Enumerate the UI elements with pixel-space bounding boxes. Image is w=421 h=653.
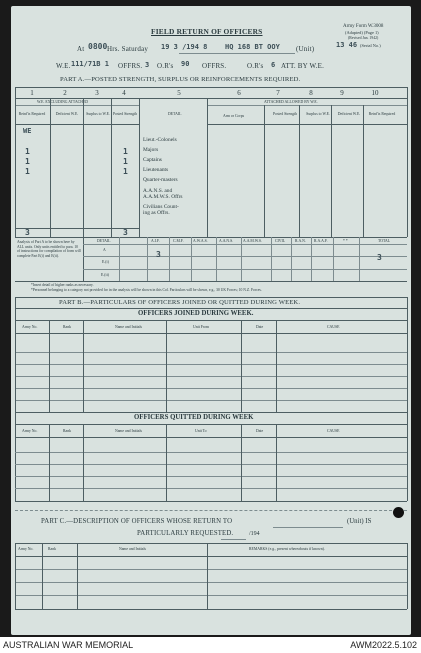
col-number: 7 [276, 89, 280, 97]
header-arm-corps: Arm or Corps [223, 114, 245, 118]
quitted-col-rank: Rank [63, 429, 72, 433]
joined-title: OFFICERS JOINED DURING WEEK. [138, 310, 254, 317]
joined-col-name: Name and Initials [115, 325, 142, 329]
offrs2-label: OFFRS. [202, 62, 227, 70]
partc-col-rank: Rank [48, 547, 57, 551]
analysis-header-aans: A.A.N.S. [219, 239, 234, 243]
analysis-header-detail: DETAIL [97, 239, 111, 243]
quitted-col-name: Name and Initials [115, 429, 142, 433]
header-deficient: Deficient W.E. [55, 112, 79, 116]
joined-col-unit-from: Unit From [193, 325, 209, 329]
analysis-header-cmf: C.M.F. [173, 239, 184, 243]
header-att-posted: Posted Strength [273, 112, 297, 116]
time-value: 0800 [88, 42, 108, 51]
form-title: FIELD RETURN OF OFFICERS [151, 27, 263, 36]
col-number: 1 [30, 89, 34, 97]
army-form-revised: (Revised Jan. 1942) [348, 36, 379, 40]
hw-posted-captains: 1 [123, 157, 128, 166]
hw-analysis-aif: 3 [156, 250, 161, 259]
analysis-header-other: * * [343, 239, 348, 243]
offrs-value: 3 [145, 61, 150, 69]
or2-value: 6 [271, 61, 276, 69]
footer-accession-number: AWM2022.5.102 [350, 640, 417, 650]
col-number: 6 [237, 89, 241, 97]
analysis-row-ei: E.(i) [102, 260, 109, 264]
quitted-title: OFFICERS QUITTED DURING WEEK [134, 414, 254, 421]
rank-civilians: Civilians Count- [143, 204, 179, 210]
quitted-col-date: Date [256, 429, 264, 433]
analysis-row-eii: E.(ii) [101, 273, 109, 277]
footnote-1: *Insert detail of higher ranks as necessary. [31, 283, 94, 287]
header-detail: DETAIL [168, 112, 182, 116]
serial-label: (Serial No.) [360, 43, 381, 48]
part-c-heading: PART C.—DESCRIPTION OF OFFICERS WHOSE RETURN TO [41, 518, 233, 525]
we-excluding-header: W.E. EXCLUDING ATTACHED [37, 100, 89, 104]
header-att-surplus: Surplus to W.E. [306, 112, 330, 116]
analysis-note: Analysis of Part A to be shown here by ALL units. Only units entitled to para. 10 of instructions for compilation of form will complete Part E(i) and E(ii). [17, 240, 81, 258]
hw-reinf-majors: 1 [25, 147, 30, 156]
offrs-label: OFFRS. [118, 62, 143, 70]
quitted-col-army-no: Army No. [22, 429, 38, 433]
hw-total-reinf: 3 [25, 228, 30, 237]
header-att-deficient: Deficient W.E. [337, 112, 361, 116]
joined-col-army-no: Army No. [22, 325, 38, 329]
part-c-heading-2: PARTICULARLY REQUESTED. [137, 530, 234, 537]
analysis-header-raaf: R.A.A.F. [314, 239, 328, 243]
at-label: At [77, 45, 85, 53]
analysis-header-aif: A.I.F. [151, 239, 160, 243]
hw-posted-lieutenants: 1 [123, 167, 128, 176]
header-reinforcements: Reinf'ts Required [18, 112, 46, 116]
serial-number: 13 46 [336, 41, 358, 49]
quitted-col-cause: CAUSE [327, 429, 340, 433]
hw-posted-majors: 1 [123, 147, 128, 156]
col-number: 3 [95, 89, 99, 97]
col-number: 2 [63, 89, 67, 97]
header-att-reinforcements: Reinf'ts Required [368, 112, 396, 116]
attached-allowed-header: ATTACHED ALLOWED BY W.E. [264, 100, 318, 104]
date-value: 19 3 /194 8 [161, 43, 208, 51]
or2-label: O.R's [247, 62, 264, 70]
col-number: 4 [122, 89, 126, 97]
or-label: O.R's [157, 62, 174, 70]
hw-we-mark: WE [23, 127, 32, 135]
part-b-heading: PART B.—PARTICULARS OF OFFICERS JOINED OR QUITTED DURING WEEK. [59, 299, 301, 306]
header-posted-strength: Posted Strength [113, 112, 137, 116]
form-paper [11, 6, 411, 635]
rank-lieutenants: Lieutenants [143, 167, 169, 173]
punch-hole [393, 507, 404, 518]
rank-quartermasters: Quarter-masters [143, 177, 178, 183]
or-value: 90 [181, 60, 190, 68]
footer-bar [0, 637, 421, 653]
joined-col-date: Date [256, 325, 264, 329]
hw-total-posted: 3 [123, 228, 128, 237]
analysis-header-total: TOTAL [378, 239, 391, 243]
header-surplus: Surplus to W.E. [86, 112, 110, 116]
col-number: 8 [309, 89, 313, 97]
rank-lieut-colonels: Lieut.-Colonels [143, 137, 177, 143]
col-number: 10 [371, 89, 379, 97]
col-number: 9 [340, 89, 344, 97]
analysis-header-ran: R.A.N. [295, 239, 306, 243]
footer-institution: AUSTRALIAN WAR MEMORIAL [3, 640, 134, 650]
rank-majors: Majors [143, 147, 159, 153]
part-a-heading: PART A.—POSTED STRENGTH, SURPLUS OR REINFORCEMENTS REQUIRED. [60, 76, 301, 83]
footnote-2: *Personnel belonging to a category not provided for in the analysis will be shown in this Col. Particulars will be shown, e.g., 30 UK Forces; 10 N.Z. Forces. [31, 288, 262, 292]
we-label: W.E. [56, 62, 71, 70]
army-form-number: Army Form W.3008 [343, 24, 384, 29]
analysis-header-awas: A.W.A.S. [193, 239, 208, 243]
hw-analysis-total: 3 [377, 253, 382, 262]
joined-col-rank: Rank [63, 325, 72, 329]
partc-col-name: Name and Initials [119, 547, 146, 551]
att-by-we-label: ATT. BY W.E. [281, 62, 325, 70]
rank-aamws: A.A.M.W.S. Offrs [143, 194, 183, 200]
col-number: 5 [177, 89, 181, 97]
rank-aans: A.A.N.S. and [143, 188, 173, 194]
hrs-label: Hrs. Saturday [107, 45, 149, 53]
unit-label: (Unit) [296, 45, 315, 53]
army-form-adapted: (Adapted) (Page 1) [345, 30, 379, 35]
unit-value: HQ 168 BT OOY [225, 43, 280, 51]
rank-civilians-cont: ing as Offrs. [143, 210, 170, 216]
hw-reinf-captains: 1 [25, 157, 30, 166]
partc-col-army-no: Army No. [18, 547, 34, 551]
quitted-col-unit-to: Unit To [195, 429, 207, 433]
analysis-row-a: A [103, 248, 106, 252]
part-c-unit-label: (Unit) IS [347, 518, 372, 525]
partc-col-remarks: REMARKS (e.g., present whereabouts if known). [249, 547, 325, 551]
we-value: 111/71B 1 [71, 60, 109, 68]
analysis-header-aamws: A.A.M.W.S. [243, 239, 262, 243]
analysis-header-civil: CIVIL [275, 239, 286, 243]
rank-captains: Captains [143, 157, 162, 163]
hw-reinf-lieutenants: 1 [25, 167, 30, 176]
joined-col-cause: CAUSE [327, 325, 340, 329]
part-c-year: /194 [249, 531, 260, 537]
